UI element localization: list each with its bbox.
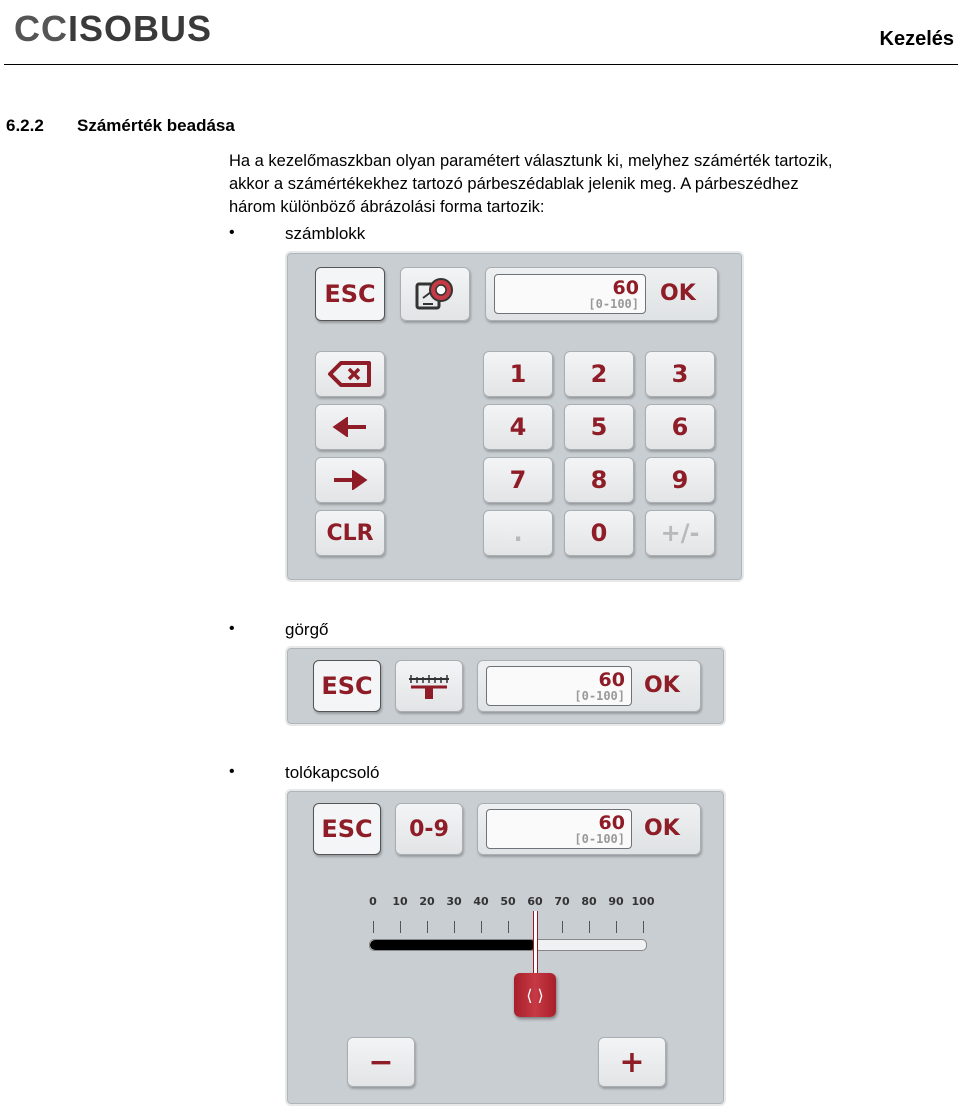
intro-paragraph [229, 150, 954, 219]
scale-tick [400, 921, 401, 933]
scale-tick [508, 921, 509, 933]
value-text: 60 [598, 812, 625, 834]
scale-label: 60 [527, 895, 543, 908]
intro-line: akkor a számértékekhez tartozó párbeszédablak jelenik meg. A párbeszédhez [229, 175, 799, 193]
key-4[interactable]: 4 [483, 404, 553, 450]
scale-tick [643, 921, 644, 933]
esc-button[interactable]: ESC [313, 660, 381, 712]
scale-tick [616, 921, 617, 933]
range-text: [0-100] [574, 832, 625, 846]
value-field[interactable] [486, 666, 632, 706]
increment-button[interactable]: + [598, 1037, 666, 1087]
scale-label: 80 [581, 895, 597, 908]
intro-line: három különböző ábrázolási forma tartozik: [229, 198, 545, 216]
bullet-marker: • [229, 763, 235, 780]
numpad-dialog [285, 251, 744, 582]
scale-tick [589, 921, 590, 933]
backspace-button[interactable] [315, 351, 385, 397]
range-text: [0-100] [588, 297, 639, 311]
bullet-label-numpad: számblokk [285, 224, 366, 243]
scale-label: 30 [446, 895, 462, 908]
drag-handle-icon: ⟨ ⟩ [526, 985, 544, 1005]
scale-label: 20 [419, 895, 435, 908]
esc-button[interactable]: ESC [315, 267, 385, 321]
scale-tick [373, 921, 374, 933]
scale-label: 100 [631, 895, 655, 908]
key-9[interactable]: 9 [645, 457, 715, 503]
value-field[interactable] [494, 274, 646, 314]
roller-icon [407, 671, 451, 701]
key-6[interactable]: 6 [645, 404, 715, 450]
key-3[interactable]: 3 [645, 351, 715, 397]
decrement-button[interactable]: − [347, 1037, 415, 1087]
ok-button[interactable]: OK [644, 816, 680, 841]
cursor-right-button[interactable] [315, 457, 385, 503]
scale-label: 0 [369, 895, 377, 908]
slider-handle[interactable] [514, 973, 556, 1017]
range-text: [0-100] [574, 689, 625, 703]
scale-tick [427, 921, 428, 933]
key-2[interactable]: 2 [564, 351, 634, 397]
scale-label: 10 [392, 895, 408, 908]
section-title: Számérték beadása [77, 116, 235, 135]
scale-label: 50 [500, 895, 516, 908]
bullet-marker: • [229, 224, 235, 241]
key-decimal[interactable]: . [483, 510, 553, 556]
roller-dialog [285, 646, 726, 726]
key-7[interactable]: 7 [483, 457, 553, 503]
scale-label: 70 [554, 895, 570, 908]
arrow-left-icon [332, 417, 368, 437]
clear-button[interactable]: CLR [315, 510, 385, 556]
value-display-group [477, 660, 701, 712]
esc-button[interactable]: ESC [313, 803, 381, 855]
slider-track[interactable] [369, 939, 647, 951]
scale-label: 90 [608, 895, 624, 908]
backspace-icon [327, 360, 373, 388]
roller-mode-button[interactable] [395, 660, 463, 712]
settings-icon [413, 274, 457, 314]
arrow-right-icon [332, 470, 368, 490]
ok-button[interactable]: OK [644, 673, 680, 698]
scale-tick [481, 921, 482, 933]
ok-button[interactable]: OK [660, 281, 696, 306]
slider-fill [370, 940, 536, 950]
slider-dialog [285, 789, 726, 1106]
key-1[interactable]: 1 [483, 351, 553, 397]
bullet-marker: • [229, 620, 235, 637]
intro-line: Ha a kezelőmaszkban olyan paramétert választunk ki, melyhez számérték tartozik, [229, 152, 833, 170]
key-8[interactable]: 8 [564, 457, 634, 503]
header-divider [4, 64, 958, 65]
scale-label: 40 [473, 895, 489, 908]
settings-button[interactable] [400, 267, 470, 321]
key-5[interactable]: 5 [564, 404, 634, 450]
value-text: 60 [598, 669, 625, 691]
bullet-label-roller: görgő [285, 620, 329, 639]
numpad-mode-button[interactable]: 0-9 [395, 803, 463, 855]
value-display-group [485, 267, 718, 321]
cursor-left-button[interactable] [315, 404, 385, 450]
bullet-label-slider: tolókapcsoló [285, 763, 380, 782]
section-number: 6.2.2 [6, 116, 44, 135]
isobus-logo: CCISOBUS [14, 8, 213, 49]
page-header-title: Kezelés [879, 28, 954, 50]
value-text: 60 [612, 277, 639, 299]
key-plus-minus[interactable]: +/- [645, 510, 715, 556]
scale-tick [562, 921, 563, 933]
scale-tick [454, 921, 455, 933]
key-0[interactable]: 0 [564, 510, 634, 556]
